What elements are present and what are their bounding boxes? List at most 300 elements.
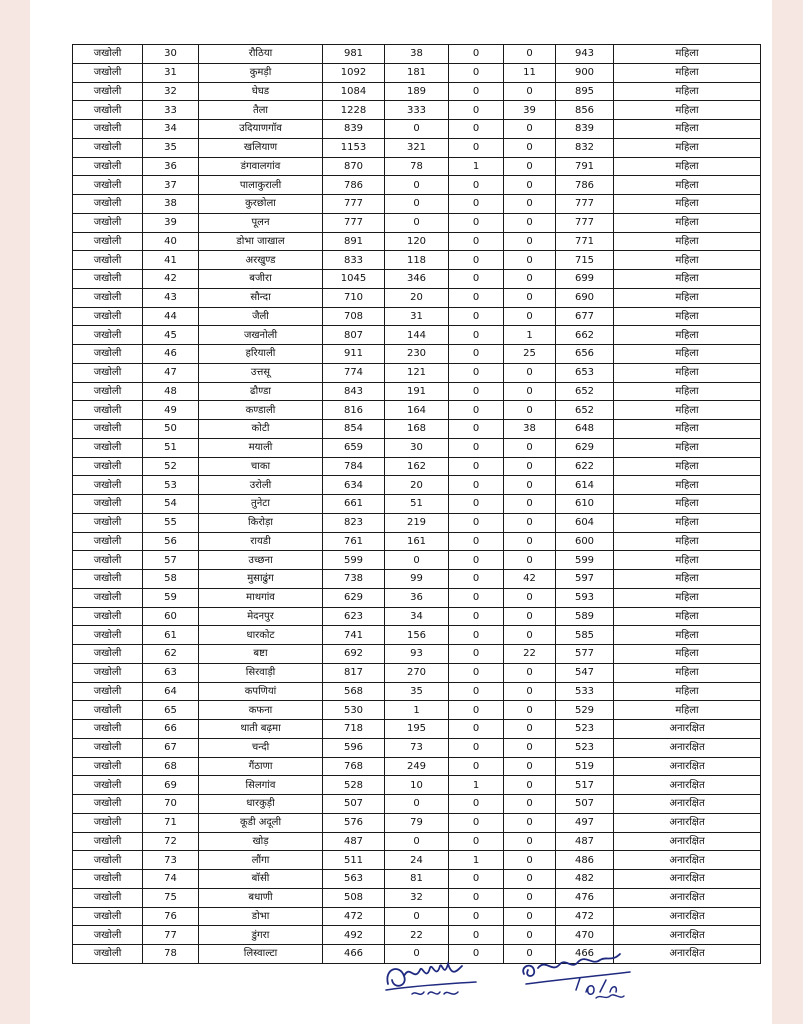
cell-remaining: 856 (556, 101, 614, 120)
cell-col-b: 0 (449, 588, 504, 607)
cell-total: 777 (323, 213, 385, 232)
cell-col-c: 0 (504, 720, 556, 739)
cell-col-b: 0 (449, 251, 504, 270)
cell-category: अनारक्षित (614, 720, 761, 739)
table-row (73, 157, 761, 176)
cell-block: जखोली (73, 813, 143, 832)
cell-total: 692 (323, 645, 385, 664)
cell-village: चाका (199, 457, 323, 476)
cell-col-b: 0 (449, 476, 504, 495)
cell-col-b: 0 (449, 607, 504, 626)
cell-remaining: 662 (556, 326, 614, 345)
cell-col-c: 0 (504, 663, 556, 682)
cell-block: जखोली (73, 626, 143, 645)
cell-total: 891 (323, 232, 385, 251)
cell-village: धारकुड़ी (199, 795, 323, 814)
cell-col-c: 0 (504, 82, 556, 101)
cell-village: बधाणी (199, 888, 323, 907)
cell-col-c: 0 (504, 288, 556, 307)
cell-block: जखोली (73, 326, 143, 345)
cell-block: जखोली (73, 138, 143, 157)
cell-col-a: 93 (385, 645, 449, 664)
table-row (73, 457, 761, 476)
cell-col-b: 0 (449, 138, 504, 157)
table-row (73, 795, 761, 814)
table-row (73, 870, 761, 889)
cell-village: डुंगरा (199, 926, 323, 945)
cell-serial: 65 (143, 701, 199, 720)
cell-col-b: 0 (449, 326, 504, 345)
cell-col-b: 0 (449, 757, 504, 776)
cell-col-a: 38 (385, 45, 449, 64)
cell-block: जखोली (73, 495, 143, 514)
table-row (73, 851, 761, 870)
cell-col-a: 24 (385, 851, 449, 870)
cell-col-b: 0 (449, 382, 504, 401)
cell-serial: 57 (143, 551, 199, 570)
cell-serial: 40 (143, 232, 199, 251)
cell-category: महिला (614, 551, 761, 570)
table-row (73, 63, 761, 82)
cell-village: कण्डाली (199, 401, 323, 420)
cell-remaining: 622 (556, 457, 614, 476)
cell-village: खलियाण (199, 138, 323, 157)
cell-serial: 42 (143, 270, 199, 289)
cell-col-c: 0 (504, 45, 556, 64)
cell-serial: 60 (143, 607, 199, 626)
cell-block: जखोली (73, 682, 143, 701)
cell-category: महिला (614, 195, 761, 214)
cell-col-a: 31 (385, 307, 449, 326)
cell-col-c: 0 (504, 607, 556, 626)
cell-total: 981 (323, 45, 385, 64)
cell-col-a: 189 (385, 82, 449, 101)
cell-block: जखोली (73, 607, 143, 626)
cell-col-a: 10 (385, 776, 449, 795)
cell-remaining: 943 (556, 45, 614, 64)
cell-col-b: 1 (449, 157, 504, 176)
cell-village: जखनोली (199, 326, 323, 345)
table-row (73, 476, 761, 495)
cell-village: गैंठाणा (199, 757, 323, 776)
cell-village: थाती बढ़मा (199, 720, 323, 739)
cell-category: महिला (614, 626, 761, 645)
cell-category: महिला (614, 532, 761, 551)
cell-category: महिला (614, 457, 761, 476)
cell-village: मेदनपुर (199, 607, 323, 626)
cell-col-b: 0 (449, 926, 504, 945)
cell-col-a: 36 (385, 588, 449, 607)
cell-col-b: 0 (449, 176, 504, 195)
cell-village: मुसाढुंग (199, 570, 323, 589)
cell-block: जखोली (73, 157, 143, 176)
cell-col-a: 156 (385, 626, 449, 645)
table-row (73, 645, 761, 664)
cell-block: जखोली (73, 532, 143, 551)
cell-category: महिला (614, 663, 761, 682)
cell-col-a: 0 (385, 795, 449, 814)
cell-block: जखोली (73, 645, 143, 664)
cell-total: 508 (323, 888, 385, 907)
cell-village: किरोड़ा (199, 513, 323, 532)
cell-block: जखोली (73, 945, 143, 964)
signature-area (30, 946, 772, 1006)
cell-col-c: 38 (504, 420, 556, 439)
cell-col-b: 0 (449, 663, 504, 682)
signature-left (382, 954, 482, 1000)
table-row (73, 832, 761, 851)
cell-col-c: 0 (504, 251, 556, 270)
cell-category: महिला (614, 120, 761, 139)
cell-remaining: 472 (556, 907, 614, 926)
cell-category: महिला (614, 345, 761, 364)
table-row (73, 176, 761, 195)
cell-col-b: 0 (449, 795, 504, 814)
cell-col-a: 181 (385, 63, 449, 82)
cell-remaining: 523 (556, 720, 614, 739)
table-row (73, 513, 761, 532)
cell-col-c: 0 (504, 813, 556, 832)
cell-category: महिला (614, 513, 761, 532)
cell-col-c: 0 (504, 307, 556, 326)
cell-remaining: 777 (556, 213, 614, 232)
cell-remaining: 519 (556, 757, 614, 776)
table-row (73, 382, 761, 401)
cell-col-b: 0 (449, 213, 504, 232)
cell-remaining: 523 (556, 738, 614, 757)
cell-remaining: 895 (556, 82, 614, 101)
cell-col-b: 0 (449, 345, 504, 364)
cell-village: लौंगा (199, 851, 323, 870)
cell-remaining: 690 (556, 288, 614, 307)
cell-village: बजीरा (199, 270, 323, 289)
cell-serial: 39 (143, 213, 199, 232)
cell-col-b: 0 (449, 232, 504, 251)
cell-col-b: 0 (449, 420, 504, 439)
cell-village: मयाली (199, 438, 323, 457)
cell-block: जखोली (73, 701, 143, 720)
cell-col-b: 0 (449, 551, 504, 570)
cell-category: महिला (614, 176, 761, 195)
cell-total: 1228 (323, 101, 385, 120)
cell-village: माथगांव (199, 588, 323, 607)
cell-category: महिला (614, 232, 761, 251)
cell-block: जखोली (73, 82, 143, 101)
cell-col-a: 73 (385, 738, 449, 757)
cell-block: जखोली (73, 738, 143, 757)
cell-total: 623 (323, 607, 385, 626)
cell-remaining: 497 (556, 813, 614, 832)
cell-total: 768 (323, 757, 385, 776)
cell-col-c: 0 (504, 138, 556, 157)
cell-total: 568 (323, 682, 385, 701)
cell-block: जखोली (73, 776, 143, 795)
table-row (73, 738, 761, 757)
cell-block: जखोली (73, 851, 143, 870)
cell-serial: 73 (143, 851, 199, 870)
cell-total: 661 (323, 495, 385, 514)
cell-total: 816 (323, 401, 385, 420)
cell-col-a: 195 (385, 720, 449, 739)
cell-village: ढौण्डा (199, 382, 323, 401)
cell-category: महिला (614, 251, 761, 270)
cell-block: जखोली (73, 232, 143, 251)
cell-village: धारकोट (199, 626, 323, 645)
cell-serial: 53 (143, 476, 199, 495)
cell-col-a: 230 (385, 345, 449, 364)
cell-total: 1092 (323, 63, 385, 82)
cell-category: अनारक्षित (614, 945, 761, 964)
table-row (73, 701, 761, 720)
cell-col-c: 0 (504, 795, 556, 814)
cell-col-a: 162 (385, 457, 449, 476)
cell-total: 596 (323, 738, 385, 757)
table-row (73, 270, 761, 289)
cell-remaining: 604 (556, 513, 614, 532)
cell-block: जखोली (73, 551, 143, 570)
cell-col-c: 0 (504, 832, 556, 851)
cell-col-a: 121 (385, 363, 449, 382)
cell-category: अनारक्षित (614, 757, 761, 776)
cell-total: 1045 (323, 270, 385, 289)
cell-serial: 58 (143, 570, 199, 589)
table-row (73, 307, 761, 326)
cell-col-a: 249 (385, 757, 449, 776)
cell-block: जखोली (73, 870, 143, 889)
table-row (73, 588, 761, 607)
cell-col-b: 0 (449, 457, 504, 476)
cell-total: 634 (323, 476, 385, 495)
cell-col-a: 20 (385, 288, 449, 307)
cell-village: उत्तसू (199, 363, 323, 382)
cell-col-c: 0 (504, 157, 556, 176)
cell-serial: 56 (143, 532, 199, 551)
cell-col-a: 120 (385, 232, 449, 251)
cell-col-a: 79 (385, 813, 449, 832)
cell-village: खोड़ (199, 832, 323, 851)
table-row (73, 682, 761, 701)
cell-remaining: 517 (556, 776, 614, 795)
cell-total: 854 (323, 420, 385, 439)
cell-category: अनारक्षित (614, 795, 761, 814)
cell-col-c: 0 (504, 626, 556, 645)
cell-category: महिला (614, 588, 761, 607)
cell-category: अनारक्षित (614, 776, 761, 795)
cell-serial: 77 (143, 926, 199, 945)
cell-total: 741 (323, 626, 385, 645)
cell-remaining: 577 (556, 645, 614, 664)
cell-village: पूलन (199, 213, 323, 232)
cell-block: जखोली (73, 120, 143, 139)
cell-serial: 50 (143, 420, 199, 439)
cell-col-c: 0 (504, 851, 556, 870)
cell-col-b: 0 (449, 513, 504, 532)
cell-village: उदियाणगॉव (199, 120, 323, 139)
cell-serial: 49 (143, 401, 199, 420)
cell-total: 599 (323, 551, 385, 570)
signature-right (516, 948, 636, 1002)
cell-village: अरखुण्ड (199, 251, 323, 270)
cell-col-a: 191 (385, 382, 449, 401)
cell-village: कपणियां (199, 682, 323, 701)
cell-category: महिला (614, 101, 761, 120)
cell-col-b: 1 (449, 851, 504, 870)
cell-col-b: 0 (449, 720, 504, 739)
cell-category: महिला (614, 157, 761, 176)
cell-category: अनारक्षित (614, 888, 761, 907)
cell-total: 738 (323, 570, 385, 589)
cell-block: जखोली (73, 363, 143, 382)
cell-col-a: 99 (385, 570, 449, 589)
cell-category: महिला (614, 270, 761, 289)
cell-village: बॉसी (199, 870, 323, 889)
cell-col-b: 0 (449, 532, 504, 551)
cell-village: रौठिया (199, 45, 323, 64)
cell-col-b: 0 (449, 813, 504, 832)
cell-block: जखोली (73, 101, 143, 120)
cell-total: 710 (323, 288, 385, 307)
cell-col-a: 0 (385, 176, 449, 195)
cell-remaining: 507 (556, 795, 614, 814)
cell-col-a: 164 (385, 401, 449, 420)
cell-col-c: 0 (504, 438, 556, 457)
cell-col-c: 0 (504, 738, 556, 757)
cell-remaining: 839 (556, 120, 614, 139)
cell-village: सौन्दा (199, 288, 323, 307)
cell-village: रायडी (199, 532, 323, 551)
table-row (73, 888, 761, 907)
cell-block: जखोली (73, 570, 143, 589)
table-row (73, 82, 761, 101)
cell-remaining: 677 (556, 307, 614, 326)
cell-block: जखोली (73, 757, 143, 776)
table-row (73, 213, 761, 232)
cell-col-b: 0 (449, 101, 504, 120)
cell-col-a: 1 (385, 701, 449, 720)
cell-serial: 70 (143, 795, 199, 814)
cell-category: महिला (614, 326, 761, 345)
village-table (72, 44, 760, 964)
cell-village: डोभा जाखाल (199, 232, 323, 251)
cell-remaining: 715 (556, 251, 614, 270)
table-row (73, 288, 761, 307)
cell-category: अनारक्षित (614, 813, 761, 832)
cell-category: महिला (614, 363, 761, 382)
cell-total: 718 (323, 720, 385, 739)
cell-village: लिस्वाल्टा (199, 945, 323, 964)
cell-village: हरियाली (199, 345, 323, 364)
cell-total: 708 (323, 307, 385, 326)
cell-block: जखोली (73, 663, 143, 682)
cell-block: जखोली (73, 476, 143, 495)
table-row (73, 907, 761, 926)
cell-total: 487 (323, 832, 385, 851)
cell-col-b: 1 (449, 776, 504, 795)
cell-remaining: 547 (556, 663, 614, 682)
cell-category: अनारक्षित (614, 926, 761, 945)
cell-col-a: 346 (385, 270, 449, 289)
cell-block: जखोली (73, 888, 143, 907)
cell-serial: 34 (143, 120, 199, 139)
cell-col-c: 39 (504, 101, 556, 120)
cell-col-a: 168 (385, 420, 449, 439)
cell-col-b: 0 (449, 45, 504, 64)
cell-col-a: 81 (385, 870, 449, 889)
cell-total: 839 (323, 120, 385, 139)
cell-block: जखोली (73, 213, 143, 232)
cell-block: जखोली (73, 176, 143, 195)
table-row (73, 607, 761, 626)
cell-total: 1153 (323, 138, 385, 157)
table-row (73, 926, 761, 945)
cell-remaining: 589 (556, 607, 614, 626)
cell-col-c: 0 (504, 176, 556, 195)
cell-total: 472 (323, 907, 385, 926)
cell-village: सिलगांव (199, 776, 323, 795)
cell-block: जखोली (73, 195, 143, 214)
cell-village: कूडी अदूली (199, 813, 323, 832)
cell-total: 823 (323, 513, 385, 532)
cell-serial: 55 (143, 513, 199, 532)
cell-block: जखोली (73, 307, 143, 326)
cell-col-b: 0 (449, 701, 504, 720)
cell-serial: 37 (143, 176, 199, 195)
cell-village: घेघड (199, 82, 323, 101)
cell-remaining: 832 (556, 138, 614, 157)
cell-village: तैला (199, 101, 323, 120)
cell-col-a: 0 (385, 832, 449, 851)
cell-category: अनारक्षित (614, 851, 761, 870)
cell-col-c: 0 (504, 213, 556, 232)
cell-category: अनारक्षित (614, 907, 761, 926)
cell-col-c: 0 (504, 195, 556, 214)
cell-remaining: 771 (556, 232, 614, 251)
cell-serial: 36 (143, 157, 199, 176)
cell-village: कोटी (199, 420, 323, 439)
cell-remaining: 486 (556, 851, 614, 870)
cell-total: 817 (323, 663, 385, 682)
cell-col-c: 0 (504, 363, 556, 382)
cell-col-b: 0 (449, 682, 504, 701)
cell-village: तुनेटा (199, 495, 323, 514)
cell-remaining: 600 (556, 532, 614, 551)
cell-block: जखोली (73, 457, 143, 476)
cell-col-c: 0 (504, 870, 556, 889)
cell-col-a: 333 (385, 101, 449, 120)
cell-total: 492 (323, 926, 385, 945)
cell-total: 466 (323, 945, 385, 964)
cell-col-a: 20 (385, 476, 449, 495)
cell-col-c: 0 (504, 926, 556, 945)
cell-col-c: 0 (504, 888, 556, 907)
cell-category: महिला (614, 476, 761, 495)
table-row (73, 532, 761, 551)
cell-col-b: 0 (449, 495, 504, 514)
cell-col-a: 219 (385, 513, 449, 532)
cell-remaining: 599 (556, 551, 614, 570)
cell-col-c: 0 (504, 757, 556, 776)
cell-col-b: 0 (449, 832, 504, 851)
cell-category: महिला (614, 45, 761, 64)
cell-block: जखोली (73, 720, 143, 739)
cell-col-a: 0 (385, 195, 449, 214)
cell-serial: 61 (143, 626, 199, 645)
cell-total: 507 (323, 795, 385, 814)
cell-col-b: 0 (449, 945, 504, 964)
cell-serial: 72 (143, 832, 199, 851)
cell-total: 807 (323, 326, 385, 345)
cell-serial: 62 (143, 645, 199, 664)
